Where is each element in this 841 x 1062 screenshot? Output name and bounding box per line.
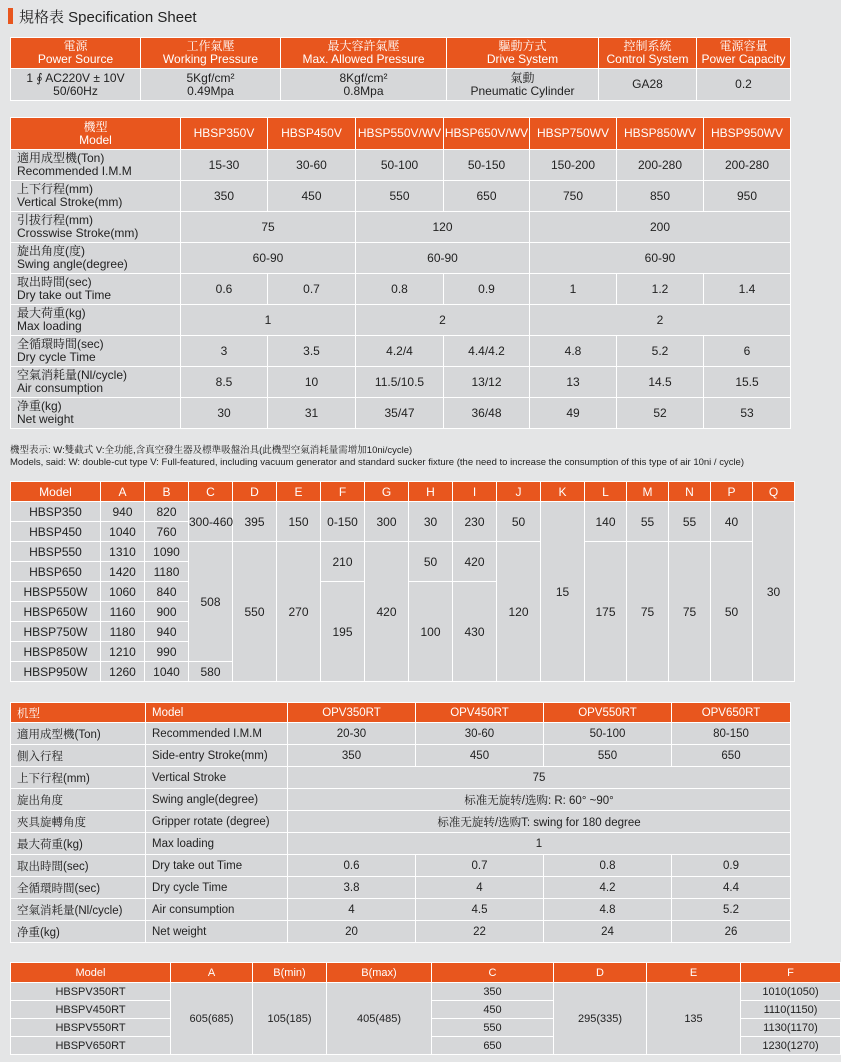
opv-label-en: Recommended I.M.M: [146, 723, 288, 745]
opv-cell: 0.7: [416, 855, 544, 877]
dim-header-cell: D: [233, 482, 277, 502]
model-name-cell: HBSP350V: [181, 118, 268, 150]
dim-header-cell: G: [365, 482, 409, 502]
opv-label-en: Dry take out Time: [146, 855, 288, 877]
dim-cell: 0-150: [321, 502, 365, 542]
opv-header-cell: 机型: [11, 703, 146, 723]
hbspv-cell: 1010(1050): [741, 983, 841, 1001]
opv-cell: 标准无旋转/选购: R: 60° ~90°: [288, 789, 791, 811]
dim-cell: 1040: [101, 522, 145, 542]
opv-cell: 450: [416, 745, 544, 767]
dim-cell: 50: [409, 542, 453, 582]
hbspv-cell: 1110(1150): [741, 1001, 841, 1019]
value-cell: 49: [530, 398, 617, 429]
hbspv-header-cell: B(max): [327, 963, 432, 983]
spec-header-cell: 電源 Power Source: [11, 38, 141, 69]
model-spec-row: [11, 305, 791, 336]
spec-value-cell: 0.2: [697, 69, 791, 101]
opv-cell: 4.4: [672, 877, 791, 899]
value-cell: 6: [704, 336, 791, 367]
opv-row: [11, 811, 791, 833]
value-cell: 52: [617, 398, 704, 429]
hbspv-header-cell: C: [432, 963, 554, 983]
dim-header-cell: H: [409, 482, 453, 502]
opv-row: [11, 855, 791, 877]
dim-header-cell: N: [669, 482, 711, 502]
dim-model-cell: HBSP950W: [11, 662, 101, 682]
opv-row: [11, 833, 791, 855]
opv-row: [11, 921, 791, 943]
dim-cell: 75: [669, 542, 711, 682]
row-label: 全循環時間(sec) Dry cycle Time: [11, 336, 181, 367]
value-cell: 13: [530, 367, 617, 398]
row-label: 空氣消耗量(Nl/cycle) Air consumption: [11, 367, 181, 398]
dim-cell: 1160: [101, 602, 145, 622]
value-cell: 50-100: [356, 150, 444, 181]
hbspv-cell: 1230(1270): [741, 1037, 841, 1055]
dim-model-cell: HBSP550: [11, 542, 101, 562]
model-spec-row: [11, 367, 791, 398]
value-cell: 60-90: [530, 243, 791, 274]
dim-cell: 940: [145, 622, 189, 642]
dim-cell: 270: [277, 542, 321, 682]
dimension-header-row: [11, 482, 795, 502]
dim-cell: 100: [409, 582, 453, 682]
dim-cell: 990: [145, 642, 189, 662]
spec-header-cell: 工作氣壓 Working Pressure: [141, 38, 281, 69]
model-spec-table: [10, 117, 791, 429]
opv-label-en: Max loading: [146, 833, 288, 855]
row-label: 適用成型機(Ton) Recommended I.M.M: [11, 150, 181, 181]
hbspv-model-cell: HBSPV350RT: [11, 983, 171, 1001]
hbspv-model-cell: HBSPV550RT: [11, 1019, 171, 1037]
spec-header-cell: 驅動方式 Drive System: [447, 38, 599, 69]
opv-cell: 20-30: [288, 723, 416, 745]
model-spec-row: [11, 398, 791, 429]
dim-header-cell: Q: [753, 482, 795, 502]
dim-header-cell: E: [277, 482, 321, 502]
dim-cell: 230: [453, 502, 497, 542]
model-name-cell: HBSP750WV: [530, 118, 617, 150]
hbspv-header-cell: E: [647, 963, 741, 983]
dim-cell: 30: [753, 502, 795, 682]
value-cell: 75: [181, 212, 356, 243]
dim-model-cell: HBSP550W: [11, 582, 101, 602]
model-spec-row: [11, 181, 791, 212]
hbspv-model-cell: HBSPV450RT: [11, 1001, 171, 1019]
value-cell: 650: [444, 181, 530, 212]
opv-label-zh: 空氣消耗量(Nl/cycle): [11, 899, 146, 921]
dimension-row: [11, 542, 795, 562]
value-cell: 8.5: [181, 367, 268, 398]
dim-cell: 120: [497, 542, 541, 682]
hbspv-cell: 105(185): [253, 983, 327, 1055]
hbspv-header-cell: Model: [11, 963, 171, 983]
dim-header-cell: M: [627, 482, 669, 502]
spec-header-cell: 控制系統 Control System: [599, 38, 697, 69]
dim-cell: 1180: [145, 562, 189, 582]
value-cell: 450: [268, 181, 356, 212]
dim-cell: 140: [585, 502, 627, 542]
opv-cell: 4: [288, 899, 416, 921]
opv-header-cell: OPV550RT: [544, 703, 672, 723]
model-name-cell: HBSP950WV: [704, 118, 791, 150]
dim-cell: 1420: [101, 562, 145, 582]
dim-header-cell: B: [145, 482, 189, 502]
opv-row: [11, 745, 791, 767]
opv-label-zh: 旋出角度: [11, 789, 146, 811]
hbspv-cell: 135: [647, 983, 741, 1055]
opv-header-cell: OPV350RT: [288, 703, 416, 723]
opv-cell: 20: [288, 921, 416, 943]
dim-model-cell: HBSP650: [11, 562, 101, 582]
model-spec-row: [11, 336, 791, 367]
dim-model-cell: HBSP750W: [11, 622, 101, 642]
opv-cell: 0.6: [288, 855, 416, 877]
value-cell: 0.6: [181, 274, 268, 305]
model-name-cell: HBSP650V/WV: [444, 118, 530, 150]
hbspv-cell: 1130(1170): [741, 1019, 841, 1037]
opv-label-zh: 取出時間(sec): [11, 855, 146, 877]
dim-cell: 1180: [101, 622, 145, 642]
opv-header-cell: OPV650RT: [672, 703, 791, 723]
model-spec-row: [11, 150, 791, 181]
hbspv-cell: 295(335): [554, 983, 647, 1055]
opv-label-en: Air consumption: [146, 899, 288, 921]
hbspv-model-cell: HBSPV650RT: [11, 1037, 171, 1055]
opv-cell: 0.9: [672, 855, 791, 877]
dim-cell: 550: [233, 542, 277, 682]
dim-cell: 175: [585, 542, 627, 682]
dim-cell: 1090: [145, 542, 189, 562]
model-spec-row: [11, 274, 791, 305]
hbspv-cell: 550: [432, 1019, 554, 1037]
model-spec-row: [11, 212, 791, 243]
dim-header-cell: L: [585, 482, 627, 502]
dim-cell: 940: [101, 502, 145, 522]
value-cell: 4.4/4.2: [444, 336, 530, 367]
dim-cell: 30: [409, 502, 453, 542]
opv-label-en: Swing angle(degree): [146, 789, 288, 811]
spec-header-cell: 電源容量 Power Capacity: [697, 38, 791, 69]
value-cell: 350: [181, 181, 268, 212]
opv-label-zh: 最大荷重(kg): [11, 833, 146, 855]
opv-label-zh: 適用成型機(Ton): [11, 723, 146, 745]
opv-cell: 标准无旋转/选购T: swing for 180 degree: [288, 811, 791, 833]
spec-value-cell: 氣動 Pneumatic Cylinder: [447, 69, 599, 101]
dim-header-cell: P: [711, 482, 753, 502]
value-cell: 13/12: [444, 367, 530, 398]
row-label: 上下行程(mm) Vertical Stroke(mm): [11, 181, 181, 212]
dim-cell: 508: [189, 542, 233, 662]
value-cell: 30-60: [268, 150, 356, 181]
value-cell: 0.8: [356, 274, 444, 305]
hbspv-header-cell: B(min): [253, 963, 327, 983]
hbspv-cell: 605(685): [171, 983, 253, 1055]
opv-cell: 350: [288, 745, 416, 767]
dim-cell: 50: [711, 542, 753, 682]
dim-model-cell: HBSP450: [11, 522, 101, 542]
general-spec-value-row: [11, 69, 791, 101]
row-label: 净重(kg) Net weight: [11, 398, 181, 429]
dim-cell: 420: [365, 542, 409, 682]
opv-label-en: Vertical Stroke: [146, 767, 288, 789]
dim-cell: 840: [145, 582, 189, 602]
hbspv-cell: 350: [432, 983, 554, 1001]
opv-header-cell: Model: [146, 703, 288, 723]
opv-row: [11, 899, 791, 921]
opv-cell: 4.2: [544, 877, 672, 899]
page-title-text: 規格表 Specification Sheet: [19, 8, 197, 26]
value-cell: 50-150: [444, 150, 530, 181]
value-cell: 0.9: [444, 274, 530, 305]
value-cell: 31: [268, 398, 356, 429]
dim-cell: 760: [145, 522, 189, 542]
dim-header-cell: C: [189, 482, 233, 502]
value-cell: 14.5: [617, 367, 704, 398]
opv-label-en: Dry cycle Time: [146, 877, 288, 899]
value-cell: 1: [530, 274, 617, 305]
value-cell: 35/47: [356, 398, 444, 429]
opv-label-zh: 全循環時間(sec): [11, 877, 146, 899]
opv-cell: 22: [416, 921, 544, 943]
opv-row: [11, 789, 791, 811]
dim-cell: 900: [145, 602, 189, 622]
value-cell: 850: [617, 181, 704, 212]
opv-cell: 3.8: [288, 877, 416, 899]
opv-cell: 1: [288, 833, 791, 855]
dim-cell: 1060: [101, 582, 145, 602]
opv-label-zh: 側入行程: [11, 745, 146, 767]
dim-cell: 55: [669, 502, 711, 542]
opv-label-zh: 夾具旋轉角度: [11, 811, 146, 833]
spec-value-cell: GA28: [599, 69, 697, 101]
value-cell: 1: [181, 305, 356, 336]
value-cell: 11.5/10.5: [356, 367, 444, 398]
spec-header-cell: 最大容許氣壓 Max. Allowed Pressure: [281, 38, 447, 69]
dim-model-cell: HBSP850W: [11, 642, 101, 662]
hbspv-row: [11, 983, 841, 1001]
general-spec-table: [10, 37, 791, 101]
dim-cell: 395: [233, 502, 277, 542]
opv-cell: 4: [416, 877, 544, 899]
dim-header-cell: Model: [11, 482, 101, 502]
dim-cell: 420: [453, 542, 497, 582]
value-cell: 3: [181, 336, 268, 367]
value-cell: 2: [530, 305, 791, 336]
opv-cell: 26: [672, 921, 791, 943]
value-cell: 200-280: [704, 150, 791, 181]
dim-header-cell: K: [541, 482, 585, 502]
opv-cell: 4.8: [544, 899, 672, 921]
dim-cell: 55: [627, 502, 669, 542]
dim-cell: 50: [497, 502, 541, 542]
row-label: 最大荷重(kg) Max loading: [11, 305, 181, 336]
value-cell: 60-90: [181, 243, 356, 274]
model-name-cell: HBSP850WV: [617, 118, 704, 150]
dim-cell: 210: [321, 542, 365, 582]
value-cell: 1.4: [704, 274, 791, 305]
value-cell: 120: [356, 212, 530, 243]
hbspv-cell: 405(485): [327, 983, 432, 1055]
model-notes-zh: 機型表示: W:雙截式 V:全功能,含真空發生器及標準吸盤治具(此機型空氣消耗量需增加10ni/cycle): [10, 445, 413, 456]
opv-header-cell: OPV450RT: [416, 703, 544, 723]
value-cell: 2: [356, 305, 530, 336]
hbspv-header-cell: F: [741, 963, 841, 983]
row-label: 引拔行程(mm) Crosswise Stroke(mm): [11, 212, 181, 243]
general-spec-header-row: [11, 38, 791, 69]
opv-cell: 50-100: [544, 723, 672, 745]
dim-cell: 150: [277, 502, 321, 542]
opv-cell: 4.5: [416, 899, 544, 921]
opv-row: [11, 723, 791, 745]
dim-header-cell: F: [321, 482, 365, 502]
opv-row: [11, 877, 791, 899]
row-label: 取出時間(sec) Dry take out Time: [11, 274, 181, 305]
opv-cell: 0.8: [544, 855, 672, 877]
dim-cell: 15: [541, 502, 585, 682]
dim-model-cell: HBSP350: [11, 502, 101, 522]
value-cell: 550: [356, 181, 444, 212]
value-cell: 10: [268, 367, 356, 398]
row-label: 旋出角度(度) Swing angle(degree): [11, 243, 181, 274]
value-cell: 3.5: [268, 336, 356, 367]
dim-cell: 300-460: [189, 502, 233, 542]
dim-cell: 75: [627, 542, 669, 682]
spec-value-cell: 8Kgf/cm² 0.8Mpa: [281, 69, 447, 101]
dim-header-cell: I: [453, 482, 497, 502]
opv-label-en: Net weight: [146, 921, 288, 943]
opv-cell: 30-60: [416, 723, 544, 745]
page-title: [8, 6, 197, 26]
dim-cell: 1210: [101, 642, 145, 662]
value-cell: 15.5: [704, 367, 791, 398]
opv-label-zh: 上下行程(mm): [11, 767, 146, 789]
dim-cell: 300: [365, 502, 409, 542]
title-accent-mark: [8, 8, 13, 24]
model-name-cell: HBSP550V/WV: [356, 118, 444, 150]
value-cell: 53: [704, 398, 791, 429]
spec-value-cell: 5Kgf/cm² 0.49Mpa: [141, 69, 281, 101]
dim-cell: 580: [189, 662, 233, 682]
opv-cell: 80-150: [672, 723, 791, 745]
value-cell: 60-90: [356, 243, 530, 274]
value-cell: 950: [704, 181, 791, 212]
model-spec-row: [11, 243, 791, 274]
value-cell: 750: [530, 181, 617, 212]
dimension-table: [10, 481, 795, 682]
opv-label-en: Gripper rotate (degree): [146, 811, 288, 833]
value-cell: 36/48: [444, 398, 530, 429]
hbspv-header-row: [11, 963, 841, 983]
hbspv-header-cell: D: [554, 963, 647, 983]
hbspv-cell: 650: [432, 1037, 554, 1055]
opv-label-zh: 净重(kg): [11, 921, 146, 943]
dim-cell: 40: [711, 502, 753, 542]
value-cell: 200: [530, 212, 791, 243]
value-cell: 30: [181, 398, 268, 429]
dim-cell: 195: [321, 582, 365, 682]
dim-cell: 1310: [101, 542, 145, 562]
hbspv-cell: 450: [432, 1001, 554, 1019]
opv-cell: 5.2: [672, 899, 791, 921]
dim-header-cell: A: [101, 482, 145, 502]
dim-cell: 1040: [145, 662, 189, 682]
model-corner-cell: 機型 Model: [11, 118, 181, 150]
dim-cell: 430: [453, 582, 497, 682]
value-cell: 5.2: [617, 336, 704, 367]
dim-model-cell: HBSP650W: [11, 602, 101, 622]
value-cell: 0.7: [268, 274, 356, 305]
dim-cell: 1260: [101, 662, 145, 682]
spec-value-cell: 1 ∮ AC220V ± 10V 50/60Hz: [11, 69, 141, 101]
model-spec-header-row: [11, 118, 791, 150]
opv-cell: 75: [288, 767, 791, 789]
dim-header-cell: J: [497, 482, 541, 502]
value-cell: 1.2: [617, 274, 704, 305]
model-notes-en: Models, said: W: double-cut type V: Full-featured, including vacuum generator and standard sucker fixture (the need to increase the consumption of this type of air 10ni / cycle): [10, 457, 745, 468]
hbspv-dimension-table: [10, 962, 841, 1055]
opv-row: [11, 767, 791, 789]
value-cell: 4.8: [530, 336, 617, 367]
opv-cell: 650: [672, 745, 791, 767]
opv-cell: 24: [544, 921, 672, 943]
dim-cell: 820: [145, 502, 189, 522]
opv-cell: 550: [544, 745, 672, 767]
model-name-cell: HBSP450V: [268, 118, 356, 150]
opv-spec-table: [10, 702, 791, 943]
opv-label-en: Side-entry Stroke(mm): [146, 745, 288, 767]
value-cell: 200-280: [617, 150, 704, 181]
hbspv-header-cell: A: [171, 963, 253, 983]
value-cell: 15-30: [181, 150, 268, 181]
opv-header-row: [11, 703, 791, 723]
value-cell: 4.2/4: [356, 336, 444, 367]
dimension-row: [11, 502, 795, 522]
value-cell: 150-200: [530, 150, 617, 181]
